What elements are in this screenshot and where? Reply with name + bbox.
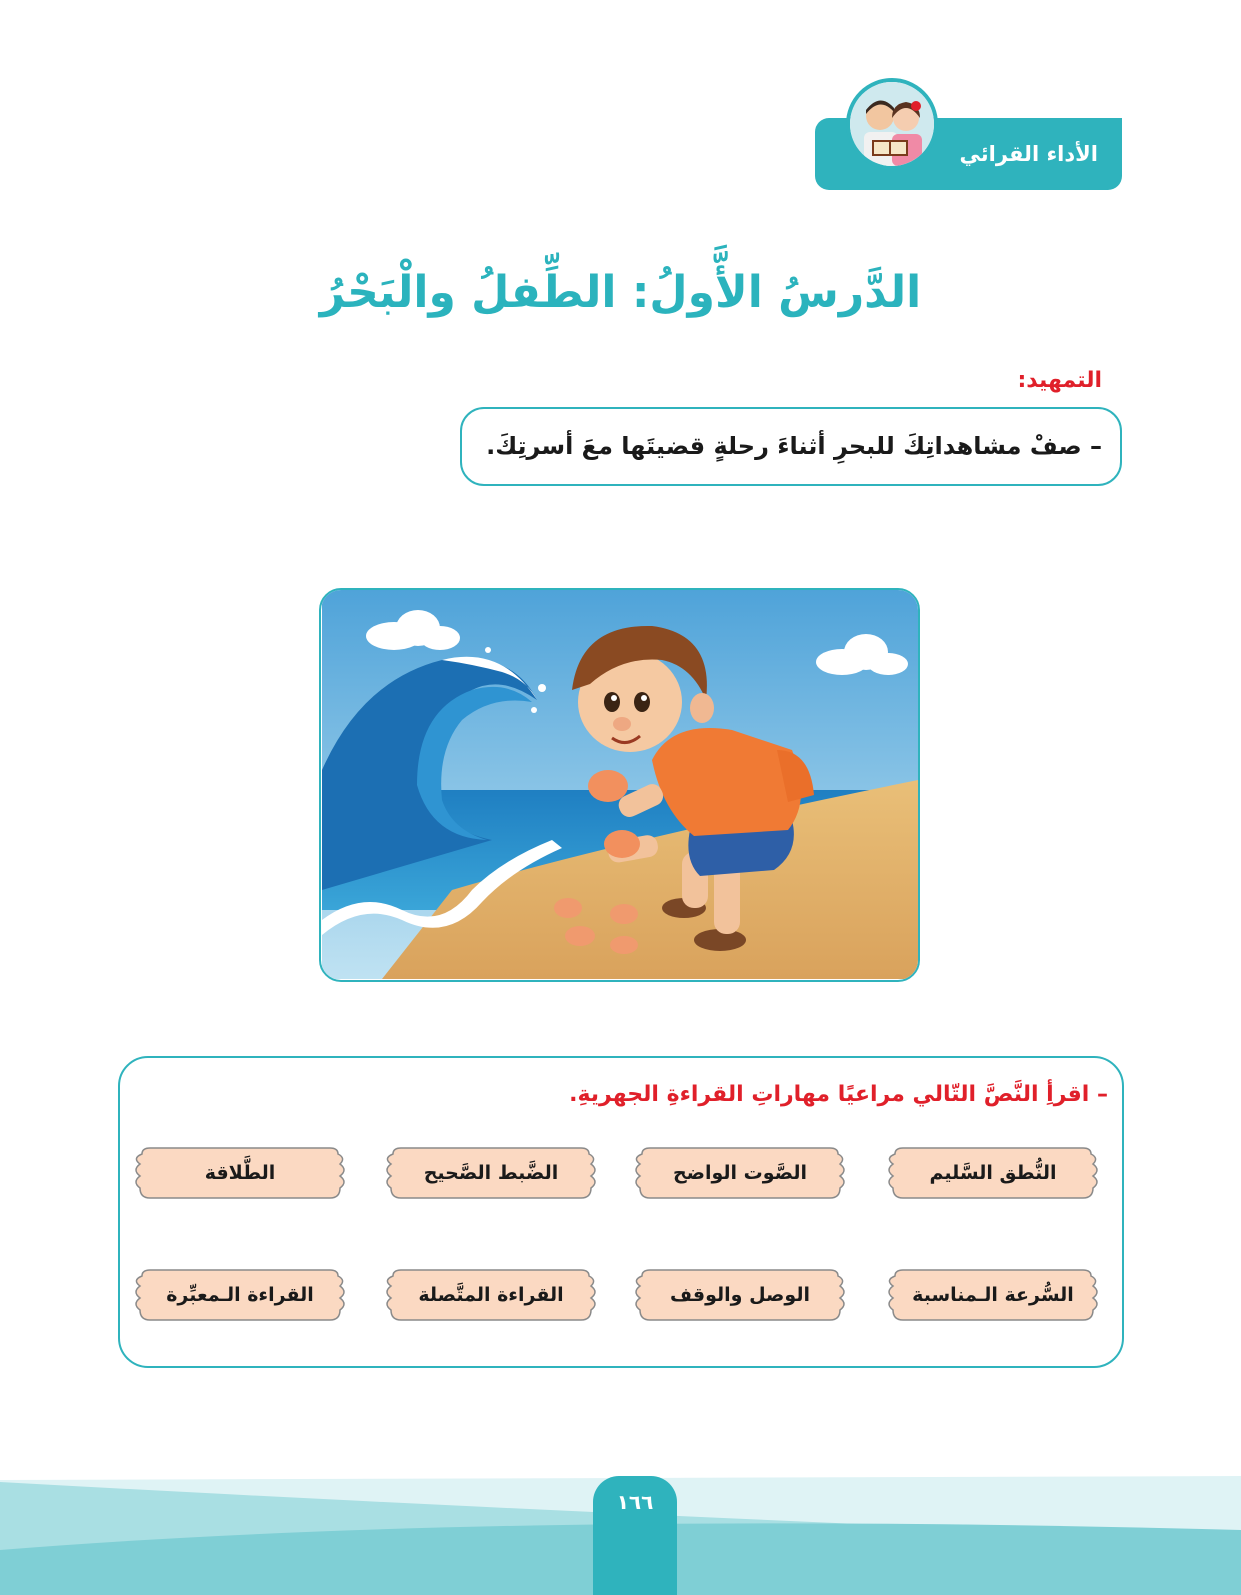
skill-chip <box>134 1144 346 1202</box>
skill-label: الطَّلاقة <box>204 1162 276 1184</box>
section-label: الأداء القرائي <box>959 142 1098 166</box>
intro-question-box <box>460 407 1122 486</box>
skill-chip <box>634 1144 846 1202</box>
skill-chip <box>385 1144 597 1202</box>
skill-label: النُّطق السَّليم <box>929 1162 1057 1184</box>
skill-chip <box>887 1144 1099 1202</box>
lesson-title: الدَّرسُ الأَّولُ: الطِّفلُ والْبَحْرُ <box>319 267 922 318</box>
children-reading-avatar <box>846 78 938 170</box>
skill-chip <box>887 1266 1099 1324</box>
skill-chip <box>634 1266 846 1324</box>
skill-chip <box>134 1266 346 1324</box>
boy-at-beach-illustration <box>319 588 920 982</box>
intro-heading: التمهيد: <box>1017 368 1102 393</box>
page-number-tab <box>593 1476 677 1595</box>
skills-instruction: – اقرأِ النَّصَّ التّالي مراعيًا مهاراتِ القراءةِ الجهريةِ. <box>569 1082 1108 1107</box>
intro-question: – صفْ مشاهداتِكَ للبحرِ أثناءَ رحلةٍ قضيتَها معَ أسرتِكَ. <box>486 432 1102 460</box>
skill-label: السُّرعة الـمناسبة <box>912 1284 1074 1306</box>
skill-label: الضَّبط الصَّحيح <box>423 1162 559 1184</box>
page-number: ١٦٦ <box>616 1490 654 1514</box>
skill-chip <box>385 1266 597 1324</box>
skill-label: القراءة الـمعبِّرة <box>166 1284 314 1306</box>
skill-label: الصَّوت الواضح <box>672 1162 808 1184</box>
skill-label: القراءة المتَّصلة <box>418 1284 564 1306</box>
skill-label: الوصل والوقف <box>670 1284 810 1306</box>
